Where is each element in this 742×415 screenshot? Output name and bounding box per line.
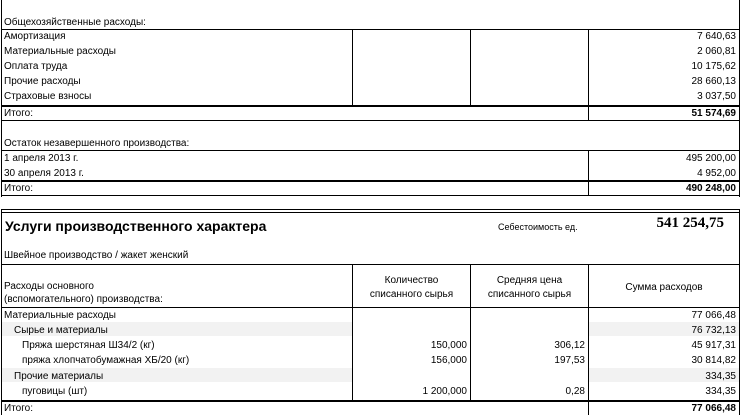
material-row-qty: 1 200,000 xyxy=(422,386,467,397)
services-title: Услуги производственного характера xyxy=(5,218,267,234)
wip-row-value: 495 200,00 xyxy=(685,153,736,164)
col-header-price: Средняя цена xyxy=(496,275,563,286)
wip-row-value: 4 952,00 xyxy=(697,168,736,179)
material-row-sum: 30 814,82 xyxy=(691,355,736,366)
wip-total-label: Итого: xyxy=(4,183,33,194)
material-row-price: 0,28 xyxy=(565,386,585,397)
col-header-expenses: Расходы основного xyxy=(4,281,94,292)
material-row-price: 306,12 xyxy=(554,340,585,351)
material-row-sum: 334,35 xyxy=(705,386,736,397)
overhead-row-value: 2 060,81 xyxy=(697,46,736,57)
wip-title: Остаток незавершенного производства: xyxy=(4,138,190,149)
col-header-qty: Количество xyxy=(384,275,439,286)
col-header-qty-line2: списанного сырья xyxy=(369,289,454,300)
material-row-sum: 76 732,13 xyxy=(691,325,736,336)
col-header-expenses-line2: (вспомогательного) производства: xyxy=(4,294,163,305)
overhead-row-label: Амортизация xyxy=(4,31,66,42)
overhead-title: Общехозяйственные расходы: xyxy=(4,17,146,28)
material-row-price: 197,53 xyxy=(554,355,585,366)
services-total-label: Итого: xyxy=(4,403,33,414)
overhead-row-value: 28 660,13 xyxy=(691,76,736,87)
unit-cost-label: Себестоимость ед. xyxy=(498,222,578,232)
overhead-row-value: 10 175,62 xyxy=(691,61,736,72)
material-row-label: Пряжа шерстяная Ш34/2 (кг) xyxy=(22,340,155,351)
overhead-row-label: Страховые взносы xyxy=(4,91,92,102)
material-row-sum: 77 066,48 xyxy=(691,310,736,321)
overhead-total-label: Итого: xyxy=(4,108,33,119)
material-row-label: Сырье и материалы xyxy=(14,325,108,336)
unit-cost-value: 541 254,75 xyxy=(656,215,724,231)
material-row-label: пряжа хлопчатобумажная ХБ/20 (кг) xyxy=(22,355,190,366)
material-row-label: Прочие материалы xyxy=(14,371,104,382)
services-total-value: 77 066,48 xyxy=(691,403,736,414)
material-row-label: Материальные расходы xyxy=(4,310,116,321)
material-row-sum: 334,35 xyxy=(705,371,736,382)
material-row-label: пуговицы (шт) xyxy=(22,386,88,397)
overhead-row-label: Прочие расходы xyxy=(4,76,81,87)
overhead-total-value: 51 574,69 xyxy=(691,108,736,119)
wip-total-value: 490 248,00 xyxy=(685,183,736,194)
wip-row-label: 1 апреля 2013 г. xyxy=(4,153,79,164)
overhead-row-value: 7 640,63 xyxy=(697,31,736,42)
overhead-row-label: Оплата труда xyxy=(4,61,68,72)
overhead-row-label: Материальные расходы xyxy=(4,46,116,57)
services-subtitle: Швейное производство / жакет женский xyxy=(4,250,189,261)
col-header-sum: Сумма расходов xyxy=(625,282,703,293)
wip-row-label: 30 апреля 2013 г. xyxy=(4,168,84,179)
material-row-sum: 45 917,31 xyxy=(691,340,736,351)
overhead-row-value: 3 037,50 xyxy=(697,91,736,102)
material-row-qty: 156,000 xyxy=(430,355,467,366)
material-row-qty: 150,000 xyxy=(430,340,467,351)
col-header-price-line2: списанного сырья xyxy=(487,289,572,300)
